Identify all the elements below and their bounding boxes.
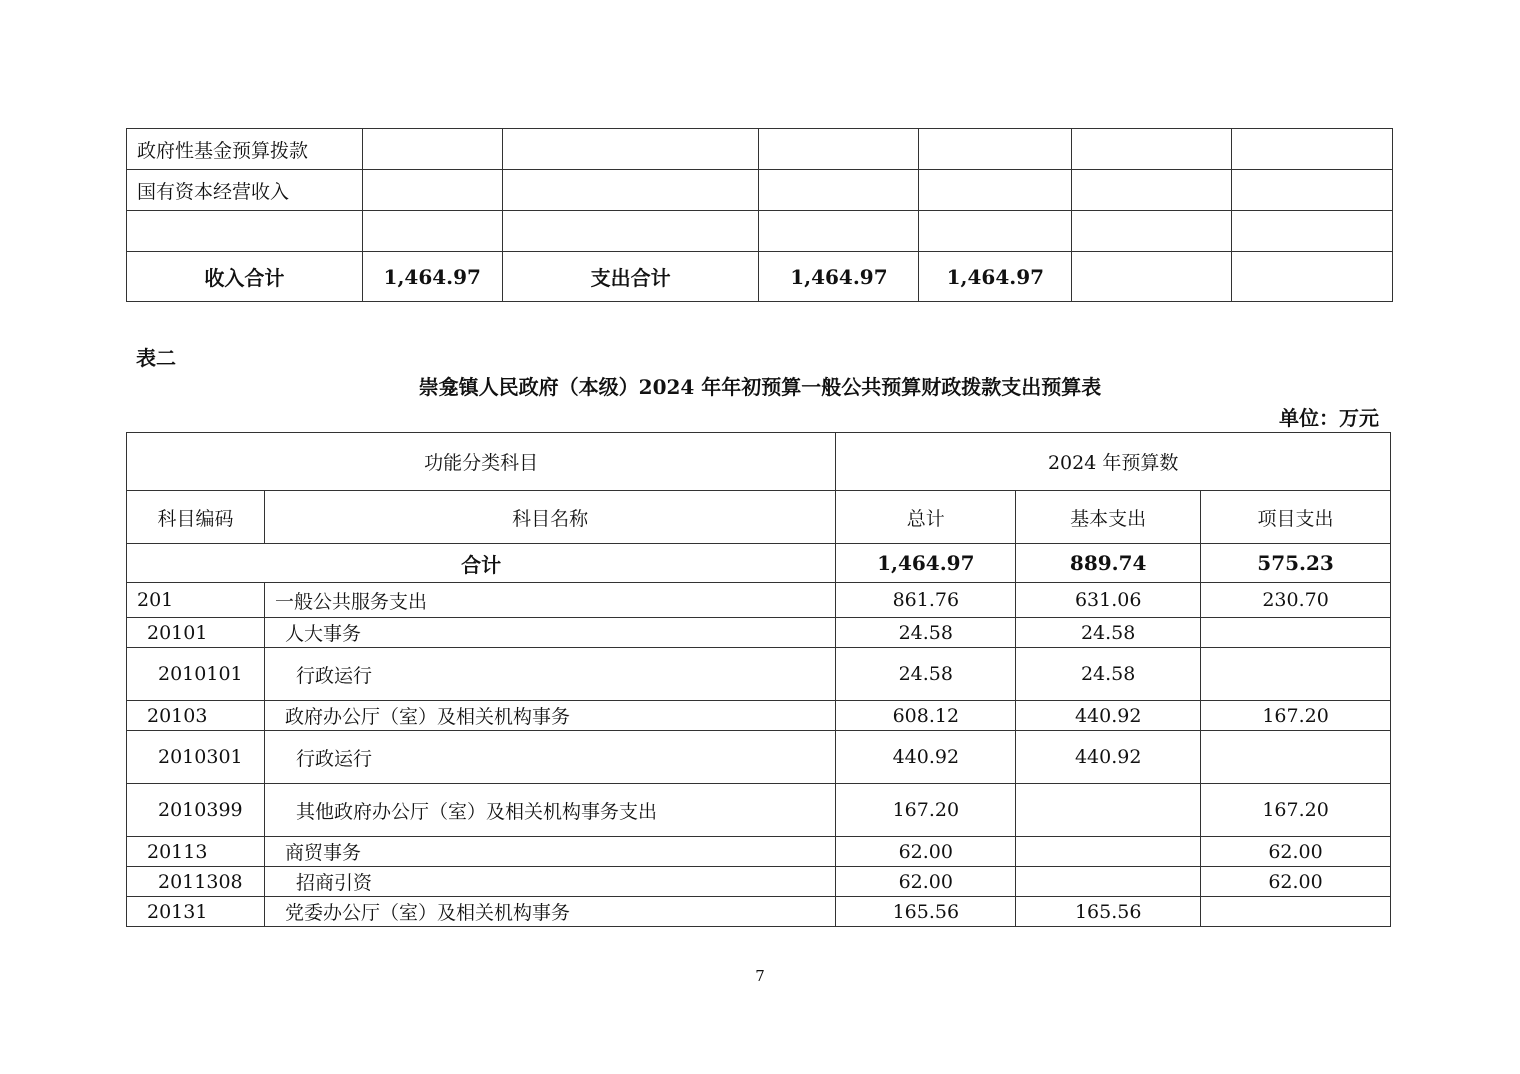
header-row [127,433,1391,491]
total-value: 24.58 [836,648,1016,701]
table-row [127,618,1391,648]
total-value: 24.58 [836,618,1016,648]
cell [1232,211,1393,252]
basic-value [1016,837,1201,867]
total-value-3 [1072,252,1232,302]
basic-value [1016,867,1201,897]
cell [362,211,502,252]
basic-value: 440.92 [1016,701,1201,731]
total-value: 62.00 [836,867,1016,897]
cell [759,211,919,252]
expense-total-value: 1,464.97 [759,252,919,302]
table-row [127,701,1391,731]
project-value [1201,731,1391,784]
total-row [127,252,1393,302]
income-total-value: 1,464.97 [362,252,502,302]
cell [919,129,1072,170]
revenue-expense-table-continued [126,128,1393,302]
row-label [127,211,363,252]
subject-name: 其他政府办公厅（室）及相关机构事务支出 [264,784,835,837]
table-row [127,867,1391,897]
sum-label: 合计 [127,544,836,583]
header-budget: 2024 年预算数 [836,433,1391,491]
basic-value: 440.92 [1016,731,1201,784]
total-value-4 [1232,252,1393,302]
cell [919,211,1072,252]
total-value-2: 1,464.97 [919,252,1072,302]
subject-code: 2011308 [127,867,265,897]
cell [1072,170,1232,211]
sum-basic: 889.74 [1016,544,1201,583]
cell [502,211,759,252]
project-value: 167.20 [1201,784,1391,837]
project-value: 230.70 [1201,583,1391,618]
subject-name: 商贸事务 [264,837,835,867]
total-value: 608.12 [836,701,1016,731]
cell [759,170,919,211]
row-label: 政府性基金预算拨款 [127,129,363,170]
subject-code: 20113 [127,837,265,867]
subject-code: 2010399 [127,784,265,837]
table-title: 崇龛镇人民政府（本级）2024 年年初预算一般公共预算财政拨款支出预算表 [418,375,1102,399]
table-row [127,211,1393,252]
subject-code: 2010101 [127,648,265,701]
cell [502,129,759,170]
subject-name: 招商引资 [264,867,835,897]
page-number: 7 [755,967,765,985]
subject-name: 一般公共服务支出 [264,583,835,618]
cell [362,129,502,170]
basic-value: 165.56 [1016,897,1201,927]
header-project: 项目支出 [1201,491,1391,544]
sum-row [127,544,1391,583]
basic-value: 24.58 [1016,648,1201,701]
project-value: 62.00 [1201,837,1391,867]
cell [362,170,502,211]
table-row [127,731,1391,784]
subject-code: 20131 [127,897,265,927]
income-total-label: 收入合计 [127,252,363,302]
subject-name: 人大事务 [264,618,835,648]
basic-value: 24.58 [1016,618,1201,648]
sum-project: 575.23 [1201,544,1391,583]
table-row [127,648,1391,701]
total-value: 167.20 [836,784,1016,837]
cell [1232,129,1393,170]
cell [919,170,1072,211]
unit-label: 单位：万元 [1279,406,1379,430]
subject-name: 政府办公厅（室）及相关机构事务 [264,701,835,731]
total-value: 861.76 [836,583,1016,618]
cell [1072,129,1232,170]
subject-code: 20101 [127,618,265,648]
table-row [127,583,1391,618]
subject-code: 201 [127,583,265,618]
header-row [127,491,1391,544]
table-row [127,784,1391,837]
project-value [1201,648,1391,701]
header-name: 科目名称 [264,491,835,544]
subject-name: 党委办公厅（室）及相关机构事务 [264,897,835,927]
subject-name: 行政运行 [264,648,835,701]
project-value [1201,897,1391,927]
header-code: 科目编码 [127,491,265,544]
total-value: 62.00 [836,837,1016,867]
cell [1072,211,1232,252]
project-value [1201,618,1391,648]
header-basic: 基本支出 [1016,491,1201,544]
cell [502,170,759,211]
table-row [127,837,1391,867]
table-tag: 表二 [136,346,176,370]
subject-code: 2010301 [127,731,265,784]
row-label: 国有资本经营收入 [127,170,363,211]
expense-total-label: 支出合计 [502,252,759,302]
table-row [127,897,1391,927]
header-functional: 功能分类科目 [127,433,836,491]
table-row [127,170,1393,211]
total-value: 165.56 [836,897,1016,927]
project-value: 62.00 [1201,867,1391,897]
project-value: 167.20 [1201,701,1391,731]
expenditure-budget-table [126,432,1391,927]
subject-name: 行政运行 [264,731,835,784]
sum-total: 1,464.97 [836,544,1016,583]
table-row [127,129,1393,170]
basic-value [1016,784,1201,837]
subject-code: 20103 [127,701,265,731]
cell [1232,170,1393,211]
basic-value: 631.06 [1016,583,1201,618]
cell [759,129,919,170]
header-total: 总计 [836,491,1016,544]
total-value: 440.92 [836,731,1016,784]
